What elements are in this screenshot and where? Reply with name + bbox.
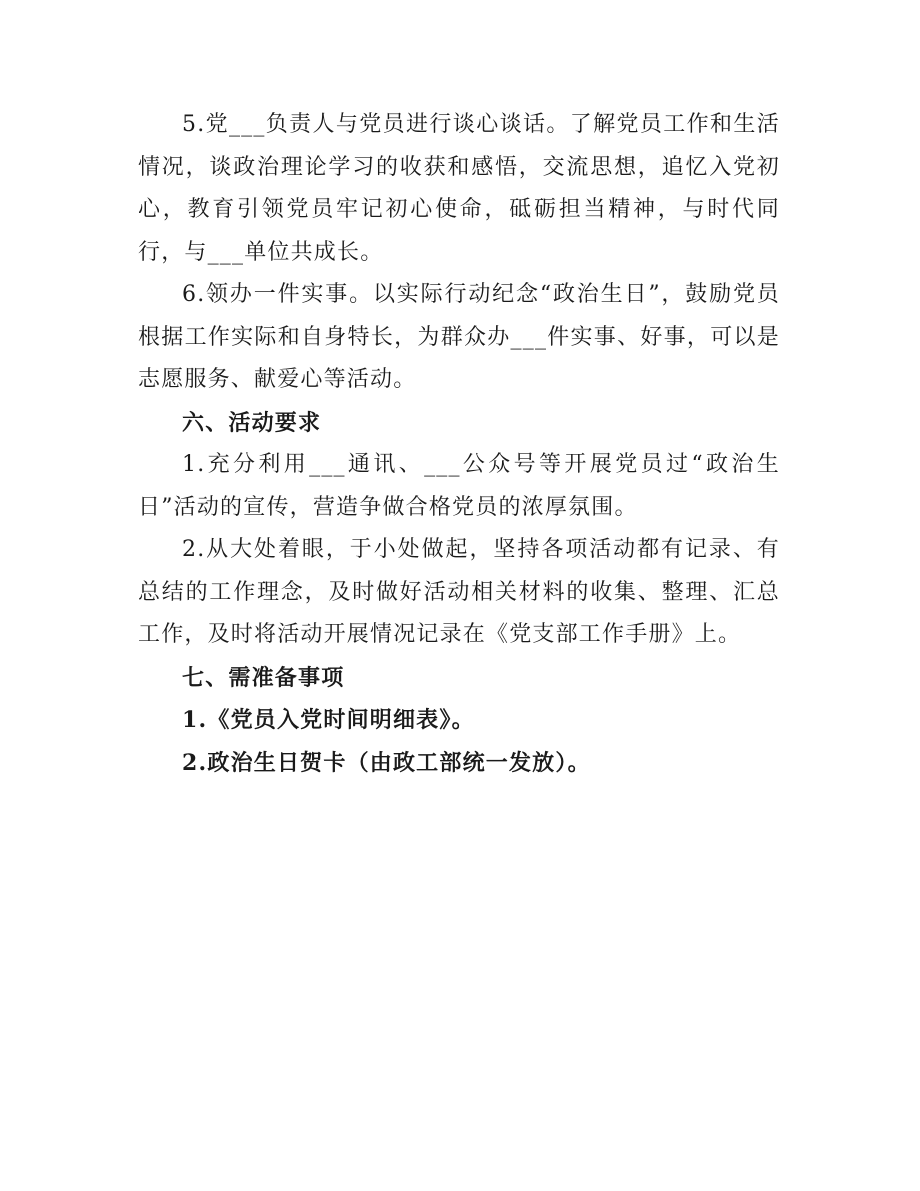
requirement-item-1: 1.充分利用___通讯、___公众号等开展党员过“政治生日”活动的宣传，营造争做合格党员的浓厚氛围。 [138,452,780,520]
paragraph-item-6: 6.领办一件实事。以实际行动纪念“政治生日”，鼓励党员根据工作实际和自身特长，为群众办___件实事、好事，可以是志愿服务、献爱心等活动。 [138,282,780,392]
preparation-item-2: 2.政治生日贺卡（由政工部统一发放）。 [182,749,591,776]
section-heading-activity-requirements: 六、活动要求 [182,409,322,436]
document-body [138,104,780,784]
requirement-item-2: 2.从大处着眼，于小处做起，坚持各项活动都有记录、有总结的工作理念，及时做好活动相关材料的收集、整理、汇总工作，及时将活动开展情况记录在《党支部工作手册》上。 [138,537,780,647]
paragraph-item-5: 5.党___负责人与党员进行谈心谈话。了解党员工作和生活情况，谈政治理论学习的收获和感悟，交流思想，追忆入党初心，教育引领党员牢记初心使命，砥砺担当精神，与时代同行，与___单位共成长。 [138,112,780,265]
section-heading-preparation-items: 七、需准备事项 [182,664,345,691]
preparation-item-1: 1.《党员入党时间明细表》。 [182,707,475,733]
